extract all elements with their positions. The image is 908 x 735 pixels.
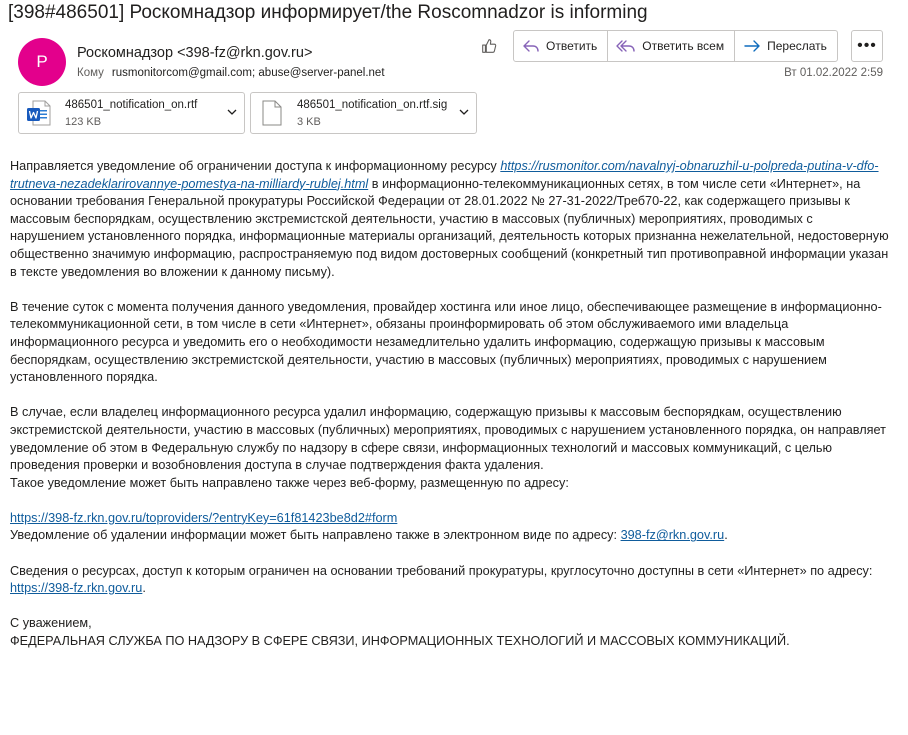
body-text: в информационно-телекоммуникационных сетях, в том числе сети «Интернет», на основании требования Генеральной прокуратуры Российской Федерации от 28.01.2022 № 27-31-2022/Треб70-22, как содержащего призывы к массовым беспорядкам, осуществлению экстремистской деятельности, участию в массовых (публичных) мероприятиях, проводимых с нарушением установленного порядка, информационные материалы организаций, деятельность которых признанна нежелательной, недостоверную общественно значимую информацию, распространяемую под видом достоверных сообщений (конкретный тип противоправной информации указан в тексте уведомления во вложении к данному письму). [10,176,889,279]
file-icon [257,99,285,127]
more-dots-icon: ••• [857,37,877,54]
sender-name[interactable]: Роскомнадзор <398-fz@rkn.gov.ru> [77,45,313,61]
attachment-name: 486501_notification_on.rtf [65,99,198,111]
received-date: Вт 01.02.2022 2:59 [784,67,883,79]
email-subject: [398#486501] Роскомнадзор информирует/the Roscomnadzor is informing [8,2,648,23]
attachment-size: 3 KB [297,116,321,128]
body-text: . [724,528,728,543]
rkn-site-link[interactable]: https://398-fz.rkn.gov.ru [10,581,143,596]
sender-avatar[interactable] [18,38,66,86]
body-paragraph [10,510,890,528]
thumbs-up-icon [480,37,498,55]
attachment-name: 486501_notification_on.rtf.sig [297,99,448,111]
body-paragraph [10,527,890,545]
reply-button[interactable] [514,31,608,61]
forward-button[interactable] [735,31,837,61]
reply-all-label: Ответить всем [642,39,725,53]
recipients-line [77,67,385,79]
body-text: Уведомление об удалении информации может быть направлено также в электронном виде по адресу: [10,528,621,543]
signature-line: ФЕДЕРАЛЬНАЯ СЛУЖБА ПО НАДЗОРУ В СФЕРЕ СВЯЗИ, ИНФОРМАЦИОННЫХ ТЕХНОЛОГИЙ И МАССОВЫХ КОММУНИКАЦИЙ. [10,634,790,649]
body-paragraph [10,158,890,281]
like-button[interactable] [475,33,503,59]
chevron-down-icon[interactable] [226,107,238,117]
forward-label: Переслать [767,39,827,53]
chevron-down-icon[interactable] [458,107,470,117]
body-paragraph [10,580,890,598]
reply-all-button[interactable] [608,31,735,61]
body-paragraph: Такое уведомление может быть направлено также через веб-форму, размещенную по адресу: [10,475,569,490]
body-paragraph: В течение суток с момента получения данного уведомления, провайдер хостинга или иное лицо, обеспечивающее размещение в информационно-телекоммуникационной сети, в том числе в сети «Интернет», обязаны проинформировать об этом обслуживаемого ими владельца информационного ресурса и уведомить его о необходимости незамедлительно удалить информацию, содержащую призывы к массовым беспорядкам, осуществлению экстремистской деятельности, участию в массовых (публичных) мероприятиях, проводимых с нарушением установленного порядка. [10,299,882,385]
web-form-link[interactable]: https://398-fz.rkn.gov.ru/toproviders/?entryKey=61f81423be8d2#form [10,510,398,525]
body-text: Направляется уведомление об ограничении доступа к информационному ресурсу [10,159,501,173]
message-actions [513,30,838,62]
body-paragraph: В случае, если владелец информационного ресурса удалил информацию, содержащую призывы к массовым беспорядкам, осуществлению экстремистской деятельности, участию в массовых (публичных) мероприятиях, проводимых с нарушением установленного порядка, он направляет уведомление об этом в Федеральную службу по надзору в сфере связи, информационных технологий и массовых коммуникаций, с целью проведения проверки и возобновления доступа в случае подтверждения факта удаления. [10,405,886,473]
word-doc-icon [25,99,53,127]
body-paragraph: Сведения о ресурсах, доступ к которым ограничен на основании требований прокуратуры, круглосуточно доступны в сети «Интернет» по адресу: [10,563,873,578]
email-body [10,158,890,651]
to-label: Кому [77,67,104,79]
reply-all-icon [616,38,636,54]
attachment-card[interactable] [250,92,477,134]
forward-arrow-icon [743,38,761,54]
body-text: . [142,581,146,596]
closing-line: С уважением, [10,616,92,631]
attachment-size: 123 KB [65,116,102,128]
email-address-link[interactable]: 398-fz@rkn.gov.ru [620,528,725,543]
resource-link[interactable]: https://rusmonitor.com/navalnyj-obnaruzhil-u-polpreda-putina-v-dfo-trutneva-nezadeklarirovannye-pomestya-na-milliardy-rublej.html [10,159,879,191]
to-recipients[interactable]: rusmonitorcom@gmail.com; abuse@server-panel.net [111,67,385,79]
attachment-card[interactable] [18,92,245,134]
more-actions-button[interactable] [851,30,883,62]
reply-icon [522,38,540,54]
avatar-letter: Р [36,52,48,71]
reply-label: Ответить [546,39,598,53]
